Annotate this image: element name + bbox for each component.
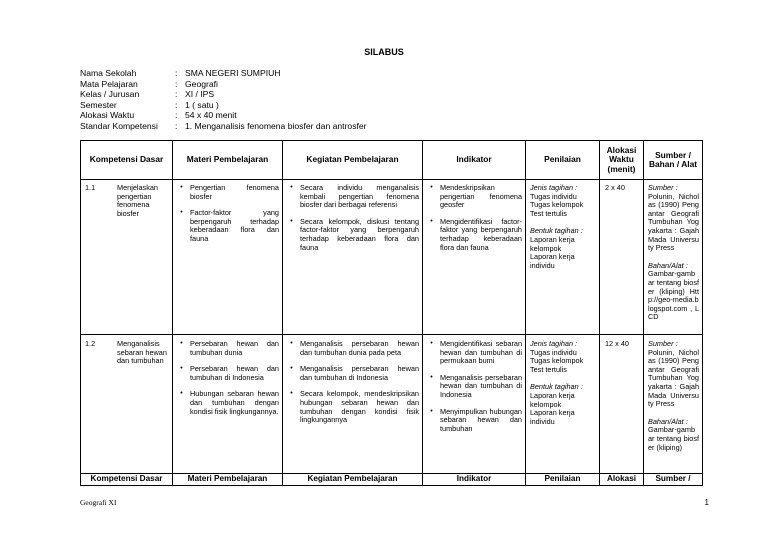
header-penilaian: Penilaian bbox=[526, 474, 600, 486]
header-materi: Materi Pembelajaran bbox=[173, 141, 283, 180]
info-value: 54 x 40 menit bbox=[185, 110, 237, 121]
syllabus-table bbox=[80, 140, 703, 486]
info-label: Mata Pelajaran bbox=[80, 78, 138, 89]
sumber-label: Sumber : bbox=[648, 339, 678, 348]
info-value: XI / IPS bbox=[185, 89, 215, 100]
header-alokasi: Alokasi Waktu (menit) bbox=[600, 141, 644, 180]
alokasi-cell: 2 x 40 bbox=[600, 180, 644, 335]
info-value: SMA NEGERI SUMPIUH bbox=[185, 68, 281, 78]
info-block bbox=[80, 68, 367, 132]
kd-cell bbox=[81, 180, 173, 335]
document-title: SILABUS bbox=[364, 47, 404, 57]
info-value: 1 ( satu ) bbox=[185, 99, 219, 110]
info-row: Standar Kompetensi : 1. Menganalisis fenomena biosfer dan antrosfer bbox=[80, 120, 367, 131]
footer-label: Geografi XI bbox=[80, 498, 117, 507]
kegiatan-cell bbox=[283, 335, 423, 474]
table-row bbox=[81, 335, 703, 474]
jenis-tagihan-label: Jenis tagihan : bbox=[530, 339, 578, 348]
info-label: Semester bbox=[80, 99, 117, 110]
info-row: Semester : 1 ( satu ) bbox=[80, 99, 219, 110]
kd-number: 1.1 bbox=[85, 183, 96, 192]
materi-cell bbox=[173, 335, 283, 474]
kd-text: Menjelaskan pengertian fenomena biosfer bbox=[117, 183, 158, 218]
list-item: • Secara kelompok, diskusi tentang factor-faktor yang berpengaruh terhadap keberadaan flora dan fauna bbox=[283, 218, 419, 252]
header-kompetensi-dasar: Kompetensi Dasar bbox=[81, 474, 173, 486]
list-item: • Secara individu menganalisis kembali pengertian fenomena biosfer dari berbagai referensi bbox=[283, 184, 419, 210]
bullet-icon: • bbox=[290, 217, 293, 225]
bullet-icon: • bbox=[180, 184, 183, 191]
kd-cell bbox=[81, 335, 173, 474]
list-item: • Persebaran hewan dan tumbuhan di Indonesia bbox=[173, 365, 279, 382]
jenis-tagihan-label: Jenis tagihan : bbox=[530, 183, 578, 192]
table-row bbox=[81, 180, 703, 335]
bentuk-tagihan-label: Bentuk tagihan : bbox=[530, 226, 583, 236]
indikator-cell bbox=[423, 335, 526, 474]
page-footer bbox=[80, 498, 711, 507]
list-item: • Mengidentifikasi sebaran hewan dan tumbuhan di permukaan bumi bbox=[423, 340, 522, 366]
info-row: Kelas / Jurusan : XI / IPS bbox=[80, 89, 215, 100]
header-kegiatan: Kegiatan Pembelajaran bbox=[283, 141, 423, 180]
bullet-icon: • bbox=[180, 365, 183, 373]
bullet-icon: • bbox=[290, 184, 293, 191]
header-bahan: Sumber / Bahan / Alat bbox=[644, 141, 703, 180]
header-indikator: Indikator bbox=[423, 141, 526, 180]
bullet-icon: • bbox=[180, 209, 183, 217]
list-item: • Secara kelompok, mendeskripsikan hubungan sebaran hewan dan tumbuhan dengan kondisi fisik lingkungannya bbox=[283, 390, 419, 424]
bullet-icon: • bbox=[180, 390, 183, 398]
list-item: • Menganalisis persebaran hewan dan tumbuhan dunia pada peta bbox=[283, 340, 419, 357]
bullet-icon: • bbox=[290, 365, 293, 373]
bentuk-tagihan-label: Bentuk tagihan : bbox=[530, 382, 583, 392]
list-item: • Hubungan sebaran hewan dan tumbuhan dengan kondisi fisik lingkungannya. bbox=[173, 390, 279, 416]
bahan-cell: Sumber : Polunin, Nicholas (1990) Pengantar Geografi Tumbuhan Yogyakarta : Gajah Mada Universuty Press Bahan/Alat : Gambar-gambar tentang biosfer (kliping) Http://geo-media.blogspot.com , LCD bbox=[644, 180, 703, 335]
header-kompetensi-dasar: Kompetensi Dasar bbox=[81, 141, 173, 180]
info-label: Standar Kompetensi bbox=[80, 120, 158, 131]
bahan-label: Bahan/Alat : bbox=[648, 416, 688, 426]
table-header-row bbox=[81, 141, 703, 180]
penilaian-cell: Jenis tagihan : Tugas individu Tugas kelompok Test tertulis Bentuk tagihan : Laporan kerja kelompok Laporan kerja individu bbox=[526, 335, 600, 474]
materi-cell bbox=[173, 180, 283, 335]
list-item: • Persebaran hewan dan tumbuhan dunia bbox=[173, 340, 279, 357]
bullet-icon: • bbox=[430, 340, 433, 347]
sumber-label: Sumber : bbox=[648, 183, 678, 192]
bullet-icon: • bbox=[430, 184, 433, 191]
header-indikator: Indikator bbox=[423, 474, 526, 486]
list-item: • Menganalisis persebaran hewan dan tumbuhan di Indonesia bbox=[423, 374, 522, 400]
repeated-header-row bbox=[81, 474, 703, 486]
info-row: Alokasi Waktu : 54 x 40 menit bbox=[80, 110, 237, 121]
header-bahan: Sumber / bbox=[644, 474, 703, 486]
header-kegiatan: Kegiatan Pembelajaran bbox=[283, 474, 423, 486]
bahan-cell: Sumber : Polunin, Nicholas (1990) Pengantar Geografi Tumbuhan Yogyakarta : Gajah Mada Universuty Press Bahan/Alat : Gambar-gambar tentang biosfer (kliping) bbox=[644, 335, 703, 474]
list-item: • Mengidentifikasi factor-faktor yang berpengaruh terhadap keberadaan flora dan fauna bbox=[423, 218, 522, 252]
list-item: • Menganalisis persebaran hewan dan tumbuhan di Indonesia bbox=[283, 365, 419, 382]
bullet-icon: • bbox=[430, 407, 433, 415]
list-item: • Factor-faktor yang berpengaruh terhadap keberadaan flora dan fauna bbox=[173, 209, 279, 243]
list-item: • Mendeskripsikan pengertian fenomena geosfer bbox=[423, 184, 522, 210]
bullet-icon: • bbox=[430, 373, 433, 381]
info-value: Geografi bbox=[185, 78, 218, 89]
bullet-icon: • bbox=[430, 217, 433, 225]
kd-text: Menganalisis sebaran hewan dan tumbuhan bbox=[117, 339, 167, 366]
bullet-icon: • bbox=[290, 390, 293, 398]
alokasi-cell: 12 x 40 bbox=[600, 335, 644, 474]
list-item: • Menyimpulkan hubungan sebaran hewan dan tumbuhan bbox=[423, 408, 522, 434]
info-label: Alokasi Waktu bbox=[80, 110, 135, 121]
info-label: Kelas / Jurusan bbox=[80, 89, 140, 100]
kd-number: 1.2 bbox=[85, 339, 96, 348]
page-number: 1 bbox=[704, 498, 709, 507]
info-row: Nama Sekolah : SMA NEGERI SUMPIUH bbox=[80, 68, 281, 78]
header-penilaian: Penilaian bbox=[526, 141, 600, 180]
header-alokasi: Alokasi bbox=[600, 474, 644, 486]
info-value: 1. Menganalisis fenomena biosfer dan antrosfer bbox=[185, 120, 367, 131]
penilaian-cell: Jenis tagihan : Tugas individu Tugas kelompok Test tertulis Bentuk tagihan : Laporan kerja kelompok Laporan kerja individu bbox=[526, 180, 600, 335]
indikator-cell bbox=[423, 180, 526, 335]
info-label: Nama Sekolah bbox=[80, 68, 137, 78]
bahan-label: Bahan/Alat : bbox=[648, 260, 688, 270]
header-materi: Materi Pembelajaran bbox=[173, 474, 283, 486]
kegiatan-cell bbox=[283, 180, 423, 335]
info-row: Mata Pelajaran : Geografi bbox=[80, 78, 218, 89]
bullet-icon: • bbox=[180, 340, 183, 347]
list-item: • Pengertian fenomena biosfer bbox=[173, 184, 279, 201]
bullet-icon: • bbox=[290, 340, 293, 347]
